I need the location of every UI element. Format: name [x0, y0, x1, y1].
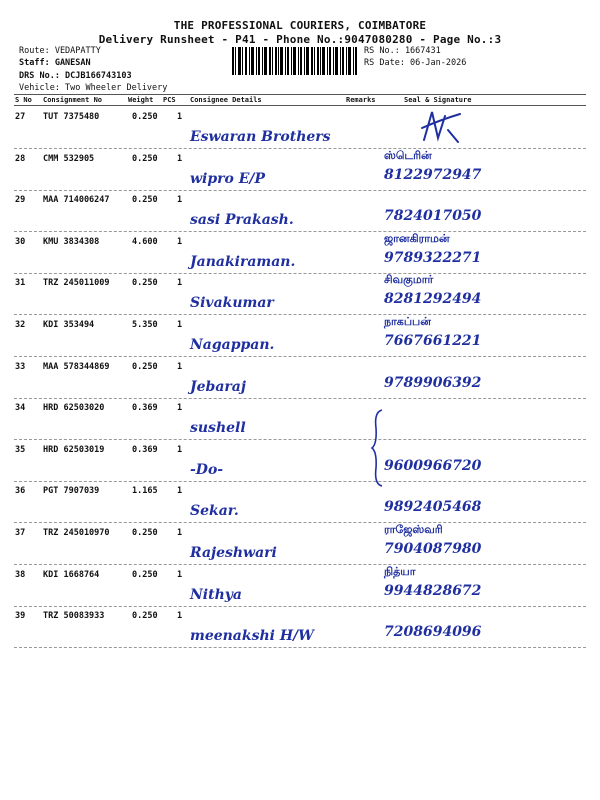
- consignee-name: sushell: [190, 420, 246, 437]
- drs-number: DRS No.: DCJB166743103: [19, 71, 132, 81]
- row-consignment-no: MAA 578344869: [43, 361, 110, 372]
- row-consignment-no: HRD 62503019: [43, 444, 105, 455]
- row-consignment-no: TRZ 50083933: [43, 611, 105, 622]
- vehicle-label: Vehicle: Two Wheeler Delivery: [19, 83, 168, 93]
- row-weight: 0.250: [132, 195, 158, 206]
- consignee-name: Nithya: [190, 586, 242, 603]
- consignee-name: Eswaran Brothers: [190, 129, 331, 145]
- row-sno: 39: [15, 611, 26, 622]
- row-weight: 0.250: [132, 528, 158, 538]
- row-pcs: 1: [177, 236, 183, 247]
- col-remarks: Remarks: [346, 96, 376, 104]
- rs-date: RS Date: 06-Jan-2026: [364, 58, 467, 68]
- table-row: [14, 357, 586, 399]
- remark-name: சிவகுமார்: [384, 273, 434, 287]
- table-row: [14, 315, 586, 357]
- row-weight: 0.369: [132, 403, 158, 414]
- table-row: [14, 107, 586, 149]
- consignee-name: Jebaraj: [190, 378, 246, 395]
- consignee-name: Janakiraman.: [190, 253, 296, 270]
- row-pcs: 1: [177, 153, 183, 164]
- table-row: [14, 232, 586, 274]
- consignee-name: meenakshi H/W: [190, 628, 314, 645]
- row-weight: 0.250: [132, 361, 158, 372]
- row-pcs: 1: [177, 403, 183, 414]
- row-consignment-no: KMU 3834308: [43, 236, 100, 247]
- row-weight: 0.250: [132, 611, 158, 622]
- route-label: Route: VEDAPATTY: [19, 46, 101, 56]
- remark-name: நித்யா: [384, 564, 416, 578]
- row-sno: 35: [15, 444, 26, 455]
- row-pcs: 1: [177, 320, 183, 330]
- table-row: [14, 565, 586, 607]
- row-weight: 0.250: [132, 112, 158, 122]
- row-consignment-no: MAA 714006247: [43, 195, 110, 206]
- consignee-name: sasi Prakash.: [190, 212, 294, 229]
- row-pcs: 1: [177, 444, 183, 455]
- row-weight: 5.350: [132, 320, 158, 330]
- consignee-name: Sekar.: [190, 503, 239, 520]
- col-weight: Weight: [128, 96, 154, 104]
- row-weight: 0.250: [132, 153, 158, 164]
- row-consignment-no: KDI 353494: [43, 320, 95, 330]
- remark-name: நாகப்பன்: [384, 315, 431, 328]
- consignee-name: Rajeshwari: [190, 545, 277, 561]
- remark-name: ராஜேஸ்வரி: [384, 523, 443, 536]
- consignee-name: Nagappan.: [190, 337, 275, 353]
- table-row: [14, 523, 586, 565]
- remark-phone: 9944828672: [384, 582, 482, 599]
- row-pcs: 1: [177, 361, 183, 372]
- remark-name: ஜானகிராமன்: [384, 231, 450, 245]
- row-weight: 0.250: [132, 569, 158, 580]
- row-consignment-no: KDI 1668764: [43, 569, 100, 580]
- row-sno: 32: [15, 320, 26, 330]
- row-pcs: 1: [177, 569, 183, 580]
- row-sno: 37: [15, 528, 26, 538]
- consignee-name: wipro E/P: [190, 170, 266, 187]
- remark-name: ஸ்டெரின்: [384, 148, 432, 162]
- row-weight: 0.250: [132, 278, 158, 289]
- row-consignment-no: CMM 532905: [43, 153, 95, 164]
- remark-phone: 7667661221: [384, 333, 482, 349]
- remark-phone: 7824017050: [384, 208, 482, 225]
- row-consignment-no: HRD 62503020: [43, 403, 105, 414]
- row-sno: 38: [15, 569, 26, 580]
- header-top-rule: [14, 94, 586, 95]
- rs-number: RS No.: 1667431: [364, 46, 441, 56]
- row-pcs: 1: [177, 611, 183, 622]
- row-sno: 34: [15, 403, 26, 414]
- row-weight: 4.600: [132, 236, 158, 247]
- remark-phone: 9789906392: [384, 374, 482, 391]
- signature-mark: [418, 108, 464, 148]
- row-pcs: 1: [177, 486, 183, 497]
- row-sno: 33: [15, 361, 26, 372]
- row-pcs: 1: [177, 112, 183, 122]
- col-consignee: Consignee Details: [190, 96, 262, 104]
- table-row: [14, 481, 586, 523]
- row-pcs: 1: [177, 195, 183, 206]
- remark-phone: 8122972947: [384, 166, 482, 183]
- row-sno: 30: [15, 236, 26, 247]
- remark-phone: 9600966720: [384, 457, 482, 474]
- barcode-image: [232, 47, 358, 75]
- row-pcs: 1: [177, 528, 183, 538]
- remark-phone: 9789322271: [384, 249, 482, 266]
- remark-phone: 8281292494: [384, 291, 482, 308]
- table-row: [14, 398, 586, 440]
- table-row: [14, 149, 586, 191]
- consignee-name: Sivakumar: [190, 295, 274, 312]
- col-sno: S No: [15, 96, 32, 104]
- consignee-name: -Do-: [190, 461, 224, 478]
- row-consignment-no: TRZ 245010970: [43, 528, 110, 538]
- row-consignment-no: PGT 7907039: [43, 486, 100, 497]
- remark-phone: 9892405468: [384, 499, 482, 516]
- staff-label: Staff: GANESAN: [19, 58, 91, 68]
- brace-mark: [370, 408, 384, 488]
- row-pcs: 1: [177, 278, 183, 289]
- col-pcs: PCS: [163, 96, 176, 104]
- header-bottom-rule: [14, 105, 586, 106]
- row-sno: 29: [15, 195, 26, 206]
- table-row: [14, 440, 586, 482]
- table-row: [14, 606, 586, 648]
- col-consignment: Consignment No: [43, 96, 103, 104]
- row-sno: 36: [15, 486, 26, 497]
- document-title: THE PROFESSIONAL COURIERS, COIMBATORE: [173, 19, 427, 32]
- row-weight: 0.369: [132, 444, 158, 455]
- col-signature: Seal & Signature: [404, 96, 472, 104]
- remark-phone: 7904087980: [384, 541, 482, 557]
- row-consignment-no: TRZ 245011009: [43, 278, 110, 289]
- remark-phone: 7208694096: [384, 624, 482, 641]
- row-sno: 31: [15, 278, 26, 289]
- row-sno: 28: [15, 153, 26, 164]
- table-row: [14, 273, 586, 315]
- row-sno: 27: [15, 112, 26, 122]
- document-subtitle: Delivery Runsheet - P41 - Phone No.:9047080280 - Page No.:3: [98, 33, 502, 46]
- row-consignment-no: TUT 7375480: [43, 112, 100, 122]
- row-weight: 1.165: [132, 486, 158, 497]
- table-row: [14, 190, 586, 232]
